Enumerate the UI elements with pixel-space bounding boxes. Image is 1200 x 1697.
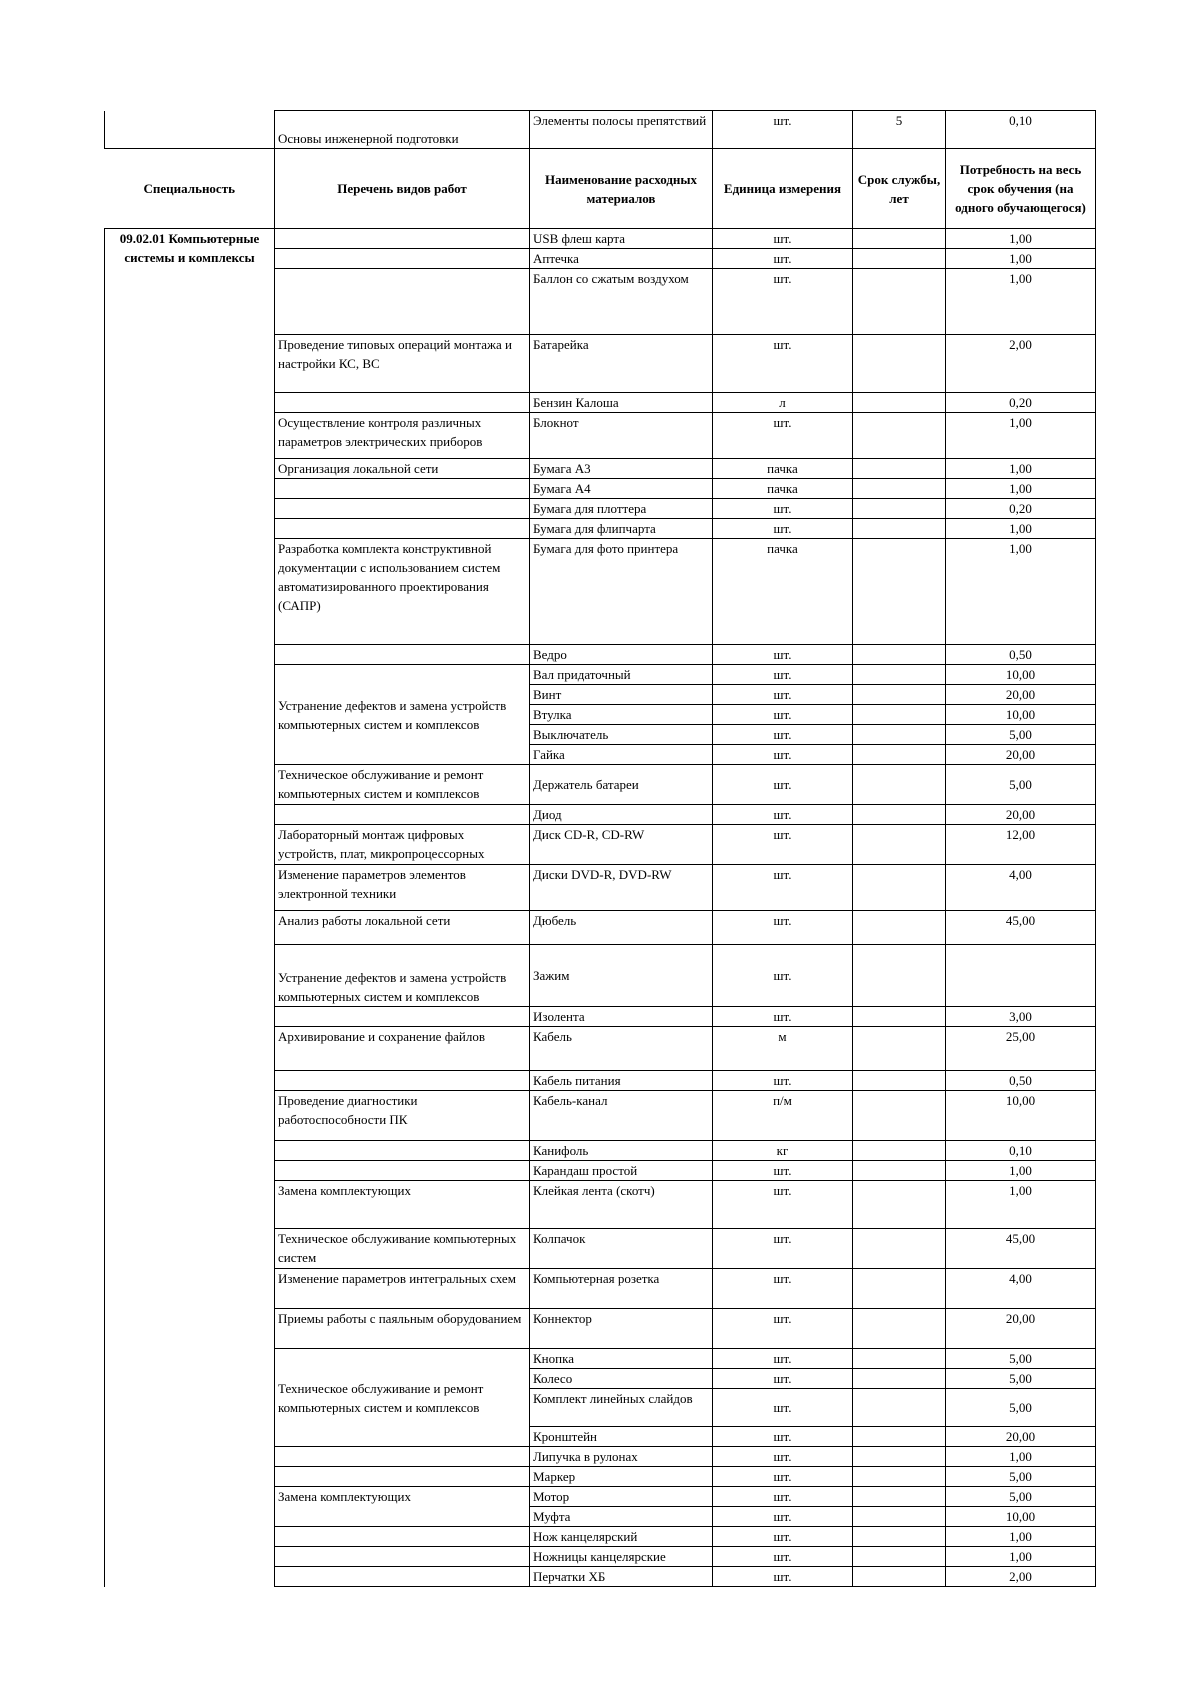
work-cell [275, 1007, 530, 1027]
work-cell: Проведение диагностики работоспособности ПК [275, 1091, 530, 1141]
unit-cell: шт. [713, 229, 853, 249]
unit-cell: шт. [713, 1467, 853, 1487]
unit-cell: пачка [713, 479, 853, 499]
material-cell: Диод [530, 805, 713, 825]
work-cell: Разработка комплекта конструктивной документации с использованием систем автоматизированного проектирования (САПР) [275, 539, 530, 645]
unit-cell: л [713, 393, 853, 413]
life-cell [853, 499, 946, 519]
need-cell: 2,00 [946, 335, 1096, 393]
work-cell: Замена комплектующих [275, 1487, 530, 1527]
material-cell: Ведро [530, 645, 713, 665]
need-cell: 10,00 [946, 705, 1096, 725]
need-cell: 2,00 [946, 1567, 1096, 1587]
need-cell [946, 945, 1096, 1007]
life-cell [853, 1181, 946, 1229]
material-cell: Кронштейн [530, 1427, 713, 1447]
need-cell: 1,00 [946, 1527, 1096, 1547]
need-cell: 20,00 [946, 1309, 1096, 1349]
specialty-cell [105, 229, 275, 269]
work-cell [275, 1467, 530, 1487]
life-cell [853, 335, 946, 393]
unit-cell: шт. [713, 1527, 853, 1547]
work-cell: Устранение дефектов и замена устройств компьютерных систем и комплексов [275, 945, 530, 1007]
unit-cell: шт. [713, 1161, 853, 1181]
work-cell: Основы инженерной подготовки [275, 111, 530, 149]
unit-cell: шт. [713, 865, 853, 911]
need-cell: 25,00 [946, 1027, 1096, 1071]
life-cell [853, 1091, 946, 1141]
work-cell [275, 1447, 530, 1467]
work-cell: Изменение параметров интегральных схем [275, 1269, 530, 1309]
life-cell [853, 1369, 946, 1389]
work-cell: Проведение типовых операций монтажа и настройки КС, ВС [275, 335, 530, 393]
need-cell: 0,20 [946, 393, 1096, 413]
material-cell: Перчатки ХБ [530, 1567, 713, 1587]
material-cell: Мотор [530, 1487, 713, 1507]
life-cell [853, 1567, 946, 1587]
unit-cell: шт. [713, 249, 853, 269]
life-cell [853, 249, 946, 269]
unit-cell: шт. [713, 1349, 853, 1369]
need-cell: 5,00 [946, 1487, 1096, 1507]
table-row [105, 229, 1096, 249]
material-cell: Кабель-канал [530, 1091, 713, 1141]
material-cell: Бумага А4 [530, 479, 713, 499]
work-cell [275, 1567, 530, 1587]
need-cell: 45,00 [946, 911, 1096, 945]
life-cell [853, 1007, 946, 1027]
unit-cell: шт. [713, 1309, 853, 1349]
unit-cell: шт. [713, 1369, 853, 1389]
material-cell: Втулка [530, 705, 713, 725]
material-cell: Бумага для фото принтера [530, 539, 713, 645]
unit-cell: шт. [713, 945, 853, 1007]
consumables-table [104, 110, 1096, 1587]
life-cell [853, 269, 946, 335]
life-cell [853, 1027, 946, 1071]
unit-cell: шт. [713, 765, 853, 805]
unit-cell: шт. [713, 1007, 853, 1027]
material-cell: Диск CD-R, CD-RW [530, 825, 713, 865]
unit-cell: п/м [713, 1091, 853, 1141]
need-cell: 45,00 [946, 1229, 1096, 1269]
need-cell: 0,20 [946, 499, 1096, 519]
life-cell [853, 539, 946, 645]
material-cell: Ножницы канцелярские [530, 1547, 713, 1567]
material-cell: Кнопка [530, 1349, 713, 1369]
unit-cell: шт. [713, 1427, 853, 1447]
material-cell: Зажим [530, 945, 713, 1007]
unit-cell: шт. [713, 805, 853, 825]
need-cell: 10,00 [946, 665, 1096, 685]
life-cell [853, 479, 946, 499]
specialty-name: 09.02.01 Компьютерные системы и комплексы [119, 231, 260, 265]
life-cell [853, 825, 946, 865]
material-cell: Клейкая лента (скотч) [530, 1181, 713, 1229]
work-cell [275, 1527, 530, 1547]
need-cell: 1,00 [946, 519, 1096, 539]
work-cell [275, 1071, 530, 1091]
life-cell [853, 1467, 946, 1487]
table-header-row [105, 149, 1096, 229]
work-cell [275, 269, 530, 335]
unit-cell: шт. [713, 1547, 853, 1567]
life-cell [853, 645, 946, 665]
material-cell: Липучка в рулонах [530, 1447, 713, 1467]
unit-cell: шт. [713, 725, 853, 745]
work-cell: Лабораторный монтаж цифровых устройств, плат, микропроцессорных [275, 825, 530, 865]
work-cell: Осуществление контроля различных параметров электрических приборов [275, 413, 530, 459]
work-cell: Техническое обслуживание компьютерных систем [275, 1229, 530, 1269]
life-cell [853, 705, 946, 725]
need-cell: 5,00 [946, 1467, 1096, 1487]
unit-cell: шт. [713, 1229, 853, 1269]
unit-cell: шт. [713, 685, 853, 705]
need-cell: 1,00 [946, 1447, 1096, 1467]
unit-cell: шт. [713, 413, 853, 459]
unit-cell: м [713, 1027, 853, 1071]
need-cell: 4,00 [946, 1269, 1096, 1309]
unit-cell: шт. [713, 745, 853, 765]
header-material: Наименование расходных материалов [530, 149, 713, 229]
unit-cell: шт. [713, 1447, 853, 1467]
header-life: Срок службы, лет [853, 149, 946, 229]
need-cell: 1,00 [946, 1161, 1096, 1181]
need-cell: 0,50 [946, 1071, 1096, 1091]
unit-cell: шт. [713, 269, 853, 335]
life-cell [853, 229, 946, 249]
unit-cell: шт. [713, 1181, 853, 1229]
specialty-cell [105, 111, 275, 149]
need-cell: 1,00 [946, 269, 1096, 335]
work-cell: Организация локальной сети [275, 459, 530, 479]
work-cell: Устранение дефектов и замена устройств компьютерных систем и комплексов [275, 665, 530, 765]
need-cell: 1,00 [946, 1181, 1096, 1229]
material-cell: Комплект линейных слайдов [530, 1389, 713, 1427]
life-cell [853, 1161, 946, 1181]
unit-cell: шт. [713, 499, 853, 519]
material-cell: Карандаш простой [530, 1161, 713, 1181]
material-cell: Канифоль [530, 1141, 713, 1161]
life-cell [853, 1269, 946, 1309]
work-cell: Архивирование и сохранение файлов [275, 1027, 530, 1071]
work-cell [275, 805, 530, 825]
material-cell: Гайка [530, 745, 713, 765]
unit-cell: шт. [713, 1389, 853, 1427]
life-cell [853, 1349, 946, 1369]
material-cell: Маркер [530, 1467, 713, 1487]
unit-cell: шт. [713, 1269, 853, 1309]
need-cell: 1,00 [946, 413, 1096, 459]
need-cell: 20,00 [946, 1427, 1096, 1447]
consumables-sheet [104, 110, 1096, 1587]
life-cell [853, 911, 946, 945]
need-cell: 20,00 [946, 745, 1096, 765]
life-cell [853, 1447, 946, 1467]
life-cell [853, 519, 946, 539]
work-cell: Замена комплектующих [275, 1181, 530, 1229]
need-cell: 1,00 [946, 459, 1096, 479]
need-cell: 5,00 [946, 1349, 1096, 1369]
unit-cell: шт. [713, 665, 853, 685]
life-cell [853, 1389, 946, 1427]
work-cell [275, 393, 530, 413]
unit-cell: шт. [713, 1071, 853, 1091]
table-row [105, 269, 1096, 335]
unit-cell: шт. [713, 111, 853, 149]
material-cell: Колпачок [530, 1229, 713, 1269]
unit-cell: шт. [713, 519, 853, 539]
need-cell: 3,00 [946, 1007, 1096, 1027]
need-cell: 5,00 [946, 725, 1096, 745]
work-cell: Техническое обслуживание и ремонт компьютерных систем и комплексов [275, 1349, 530, 1447]
need-cell: 20,00 [946, 685, 1096, 705]
need-cell: 10,00 [946, 1091, 1096, 1141]
life-cell [853, 1229, 946, 1269]
need-cell: 5,00 [946, 765, 1096, 805]
unit-cell: кг [713, 1141, 853, 1161]
need-cell: 1,00 [946, 249, 1096, 269]
material-cell: Держатель батареи [530, 765, 713, 805]
need-cell: 20,00 [946, 805, 1096, 825]
need-cell: 0,10 [946, 111, 1096, 149]
material-cell: Кабель [530, 1027, 713, 1071]
need-cell: 0,50 [946, 645, 1096, 665]
material-cell: Бумага А3 [530, 459, 713, 479]
header-need: Потребность на весь срок обучения (на одного обучающегося) [946, 149, 1096, 229]
work-cell [275, 479, 530, 499]
life-cell [853, 765, 946, 805]
life-cell [853, 945, 946, 1007]
work-cell [275, 249, 530, 269]
material-cell: Батарейка [530, 335, 713, 393]
need-cell: 12,00 [946, 825, 1096, 865]
unit-cell: шт. [713, 1487, 853, 1507]
unit-cell: шт. [713, 1507, 853, 1527]
material-cell: Кабель питания [530, 1071, 713, 1091]
life-cell [853, 725, 946, 745]
work-cell [275, 1161, 530, 1181]
work-cell [275, 499, 530, 519]
material-cell: Муфта [530, 1507, 713, 1527]
life-cell [853, 413, 946, 459]
header-specialty: Специальность [105, 149, 275, 229]
material-cell: Дюбель [530, 911, 713, 945]
material-cell: Колесо [530, 1369, 713, 1389]
header-works: Перечень видов работ [275, 149, 530, 229]
table-row [105, 111, 1096, 149]
need-cell: 5,00 [946, 1389, 1096, 1427]
life-cell [853, 393, 946, 413]
need-cell: 5,00 [946, 1369, 1096, 1389]
work-cell [275, 1547, 530, 1567]
material-cell: Винт [530, 685, 713, 705]
material-cell: USB флеш карта [530, 229, 713, 249]
unit-cell: шт. [713, 825, 853, 865]
need-cell: 1,00 [946, 1547, 1096, 1567]
life-cell [853, 1487, 946, 1507]
need-cell: 1,00 [946, 539, 1096, 645]
need-cell: 0,10 [946, 1141, 1096, 1161]
work-cell [275, 1141, 530, 1161]
material-cell: Диски DVD-R, DVD-RW [530, 865, 713, 911]
work-cell: Приемы работы с паяльным оборудованием [275, 1309, 530, 1349]
life-cell [853, 805, 946, 825]
unit-cell: пачка [713, 539, 853, 645]
life-cell [853, 1547, 946, 1567]
material-cell: Аптечка [530, 249, 713, 269]
life-cell [853, 1071, 946, 1091]
material-cell: Нож канцелярский [530, 1527, 713, 1547]
material-cell: Блокнот [530, 413, 713, 459]
life-cell [853, 665, 946, 685]
life-cell [853, 685, 946, 705]
material-cell: Бензин Калоша [530, 393, 713, 413]
work-cell: Изменение параметров элементов электронной техники [275, 865, 530, 911]
need-cell: 1,00 [946, 479, 1096, 499]
work-cell: Анализ работы локальной сети [275, 911, 530, 945]
material-cell: Вал придаточный [530, 665, 713, 685]
life-cell: 5 [853, 111, 946, 149]
unit-cell: шт. [713, 705, 853, 725]
need-cell: 10,00 [946, 1507, 1096, 1527]
life-cell [853, 1527, 946, 1547]
life-cell [853, 1427, 946, 1447]
life-cell [853, 1141, 946, 1161]
need-cell: 4,00 [946, 865, 1096, 911]
life-cell [853, 745, 946, 765]
unit-cell: шт. [713, 335, 853, 393]
life-cell [853, 1507, 946, 1527]
header-unit: Единица измерения [713, 149, 853, 229]
material-cell: Коннектор [530, 1309, 713, 1349]
life-cell [853, 1309, 946, 1349]
work-cell [275, 645, 530, 665]
material-cell: Изолента [530, 1007, 713, 1027]
material-cell: Элементы полосы препятствий [530, 111, 713, 149]
material-cell: Бумага для плоттера [530, 499, 713, 519]
specialty-cell [105, 269, 275, 1587]
unit-cell: шт. [713, 911, 853, 945]
need-cell: 1,00 [946, 229, 1096, 249]
material-cell: Бумага для флипчарта [530, 519, 713, 539]
unit-cell: шт. [713, 1567, 853, 1587]
material-cell: Компьютерная розетка [530, 1269, 713, 1309]
material-cell: Выключатель [530, 725, 713, 745]
work-cell: Техническое обслуживание и ремонт компьютерных систем и комплексов [275, 765, 530, 805]
unit-cell: шт. [713, 645, 853, 665]
unit-cell: пачка [713, 459, 853, 479]
life-cell [853, 865, 946, 911]
life-cell [853, 459, 946, 479]
work-cell [275, 229, 530, 249]
material-cell: Баллон со сжатым воздухом [530, 269, 713, 335]
work-cell [275, 519, 530, 539]
